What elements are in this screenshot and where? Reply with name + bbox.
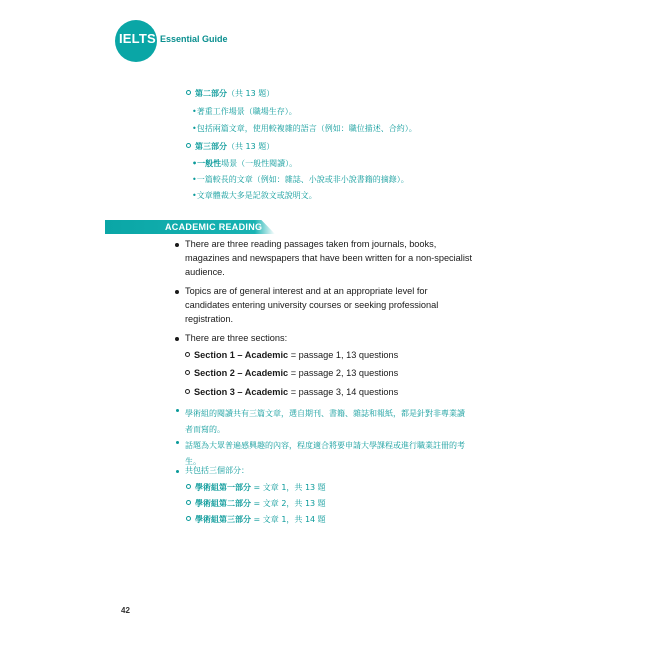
en-section-text: = passage 1, 13 questions <box>288 350 399 360</box>
cn-line: 生。 <box>185 457 201 466</box>
bullet-icon <box>175 337 179 341</box>
header-subtitle: Essential Guide <box>160 34 228 44</box>
hollow-bullet-icon <box>185 389 190 394</box>
cn-section-item <box>186 500 326 508</box>
hollow-bullet-icon <box>186 516 191 521</box>
cn-section-text: = 文章 1，共 14 題 <box>251 515 326 524</box>
part3-item <box>192 160 297 168</box>
bullet-icon <box>176 441 179 444</box>
part2-item: •包括兩篇文章，使用較複雜的語言（例如：職位描述、合約）。 <box>192 124 417 133</box>
bullet-icon <box>175 243 179 247</box>
en-section-label: Section 1 – Academic <box>194 350 289 360</box>
section-banner-title: ACADEMIC READING <box>165 222 263 232</box>
bullet-icon <box>176 409 179 412</box>
part3-item-text: 場景（一般性閱讀）。 <box>221 159 298 168</box>
part3-heading <box>186 143 274 151</box>
part3-item-bold: •一般性 <box>192 159 222 168</box>
cn-line: 者而寫的。 <box>185 425 225 434</box>
part2-heading <box>186 90 274 98</box>
en-section-item <box>185 385 398 399</box>
part2-item: •著重工作場景（職場生存）。 <box>192 107 297 116</box>
en-line: magazines and newspapers that have been written for a non-specialist <box>185 253 473 263</box>
hollow-bullet-icon <box>186 484 191 489</box>
bullet-icon <box>175 290 179 294</box>
cn-section-item <box>186 484 326 492</box>
en-bullet <box>185 284 438 326</box>
part3-item: •文章體裁大多是記敘文或說明文。 <box>192 191 317 200</box>
en-section-item <box>185 348 398 362</box>
cn-section-text: = 文章 2，共 13 題 <box>251 499 326 508</box>
cn-line: 學術組的閱讀共有三篇文章，選自期刊、書籍、雜誌和報紙，都是針對非專業讀 <box>185 409 465 418</box>
cn-bullet <box>185 406 465 438</box>
cn-section-item <box>186 516 326 524</box>
en-section-item <box>185 366 398 380</box>
part3-item: •一篇較長的文章（例如：雜誌、小說或非小說書籍的摘錄）。 <box>192 175 409 184</box>
cn-bullet: 共包括三個部分： <box>185 466 249 475</box>
part2-count: （共 13 題） <box>227 89 275 98</box>
en-section-label: Section 2 – Academic <box>194 368 289 378</box>
cn-section-label: 學術組第二部分 <box>195 499 251 508</box>
cn-section-label: 學術組第一部分 <box>195 483 251 492</box>
logo-text: IELTS <box>119 31 156 46</box>
hollow-bullet-icon <box>185 352 190 357</box>
en-section-text: = passage 3, 14 questions <box>288 387 399 397</box>
hollow-bullet-icon <box>186 500 191 505</box>
hollow-bullet-icon <box>186 143 191 148</box>
en-line: audience. <box>185 267 225 277</box>
bullet-icon <box>176 470 179 473</box>
hollow-bullet-icon <box>185 370 190 375</box>
en-bullet: There are three sections: <box>185 333 288 343</box>
en-line: candidates entering university courses or seeking professional <box>185 300 439 310</box>
hollow-bullet-icon <box>186 90 191 95</box>
en-line: registration. <box>185 314 234 324</box>
cn-section-text: = 文章 1，共 13 題 <box>251 483 326 492</box>
part2-title: 第二部分 <box>195 89 227 98</box>
page-number: 42 <box>121 606 130 615</box>
en-line: There are three reading passages taken from journals, books, <box>185 239 437 249</box>
part3-title: 第三部分 <box>195 142 227 151</box>
cn-section-label: 學術組第三部分 <box>195 515 251 524</box>
en-section-label: Section 3 – Academic <box>194 387 289 397</box>
en-section-text: = passage 2, 13 questions <box>288 368 399 378</box>
cn-line: 話題為大眾普遍感興趣的內容，程度適合將要申請大學課程或進行職業註冊的考 <box>185 441 465 450</box>
en-bullet <box>185 237 472 279</box>
part3-count: （共 13 題） <box>227 142 275 151</box>
en-line: Topics are of general interest and at an appropriate level for <box>185 286 428 296</box>
